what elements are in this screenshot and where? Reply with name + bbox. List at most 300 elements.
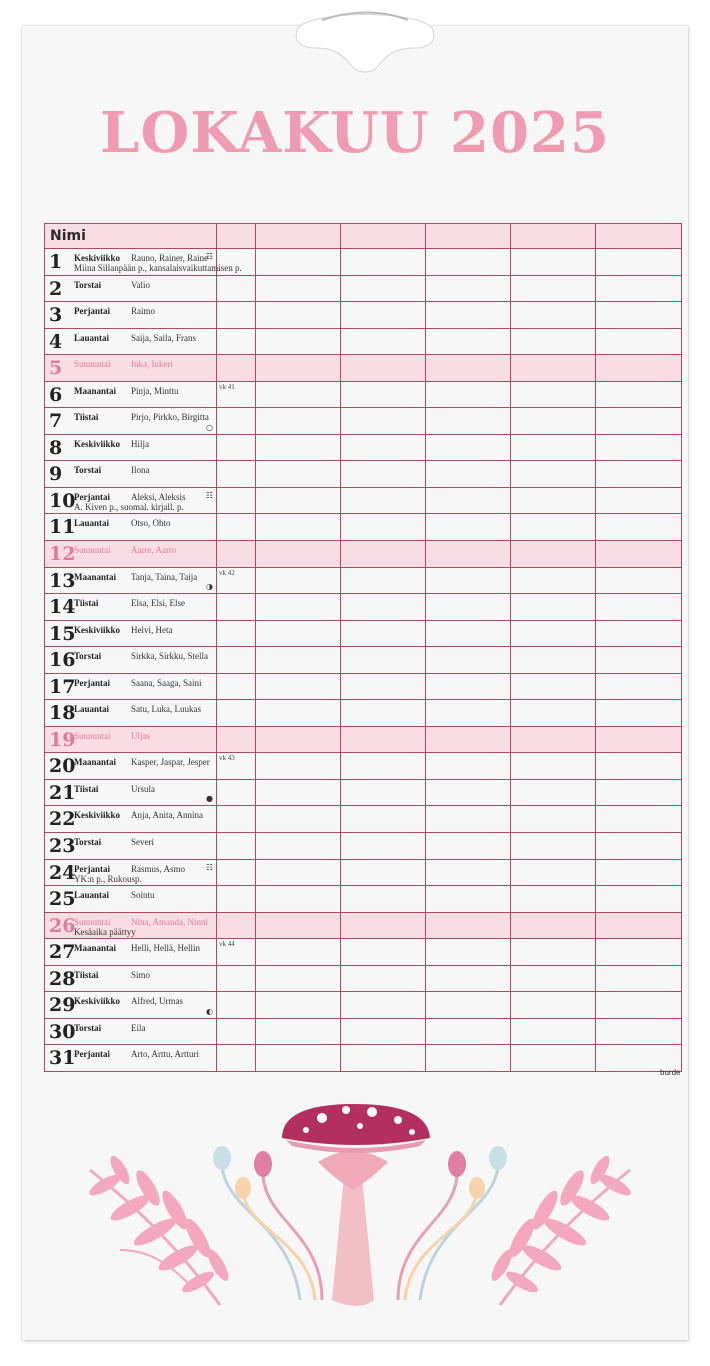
entry-cell[interactable]: [256, 249, 341, 276]
weekday-name: Maanantai: [74, 571, 117, 582]
day-row: [45, 673, 682, 700]
name-day-names: Arto, Arttu, Artturi: [131, 1049, 199, 1060]
entry-cell[interactable]: [341, 939, 426, 966]
entry-cell[interactable]: [341, 381, 426, 408]
flag-icon: ☷: [205, 862, 213, 872]
day-row: [45, 886, 682, 913]
entry-cell[interactable]: [596, 833, 682, 860]
entry-cell[interactable]: [256, 461, 341, 488]
day-number: 15: [49, 622, 76, 645]
entry-cell[interactable]: [341, 408, 426, 435]
week-number: vk 42: [219, 568, 235, 577]
entry-cell[interactable]: [511, 541, 596, 568]
entry-cell[interactable]: [426, 939, 511, 966]
entry-cell[interactable]: [511, 1018, 596, 1045]
entry-cell[interactable]: [596, 275, 682, 302]
day-number: 12: [49, 543, 76, 566]
entry-cell[interactable]: [596, 806, 682, 833]
entry-cell[interactable]: [426, 700, 511, 727]
entry-cell[interactable]: [341, 859, 426, 886]
entry-cell[interactable]: [596, 408, 682, 435]
entry-cell[interactable]: [256, 355, 341, 382]
entry-cell[interactable]: [596, 700, 682, 727]
entry-cell[interactable]: [511, 939, 596, 966]
name-day-names: Pirjo, Pirkko, Birgitta: [131, 412, 209, 423]
entry-cell[interactable]: [511, 487, 596, 514]
entry-cell[interactable]: [511, 833, 596, 860]
week-cell: [217, 753, 256, 780]
entry-cell[interactable]: [341, 912, 426, 939]
week-cell: [217, 249, 256, 276]
entry-cell[interactable]: [256, 1018, 341, 1045]
day-row: [45, 594, 682, 621]
name-day-names: Eila: [131, 1022, 146, 1033]
day-info-cell: [45, 965, 217, 992]
entry-cell[interactable]: [426, 594, 511, 621]
entry-cell[interactable]: [596, 487, 682, 514]
day-number: 30: [49, 1020, 76, 1043]
day-row: [45, 833, 682, 860]
entry-cell[interactable]: [256, 620, 341, 647]
day-row: [45, 302, 682, 329]
day-number: 4: [49, 330, 63, 353]
entry-cell[interactable]: [426, 647, 511, 674]
day-info-cell: [45, 302, 217, 329]
day-number: 20: [49, 755, 76, 778]
flag-icon: ☷: [205, 490, 213, 500]
entry-cell[interactable]: [426, 434, 511, 461]
entry-cell[interactable]: [256, 567, 341, 594]
entry-cell[interactable]: [511, 779, 596, 806]
entry-cell[interactable]: [341, 700, 426, 727]
hanger-cutout: [292, 8, 438, 74]
entry-cell[interactable]: [596, 965, 682, 992]
entry-cell[interactable]: [511, 647, 596, 674]
day-info-cell: [45, 833, 217, 860]
entry-cell[interactable]: [511, 567, 596, 594]
entry-cell[interactable]: [341, 541, 426, 568]
week-number: vk 43: [219, 754, 235, 763]
entry-cell[interactable]: [426, 1018, 511, 1045]
entry-cell[interactable]: [256, 302, 341, 329]
day-info-cell: [45, 886, 217, 913]
entry-cell[interactable]: [511, 806, 596, 833]
entry-cell[interactable]: [596, 302, 682, 329]
entry-cell[interactable]: [511, 355, 596, 382]
name-column-label: Nimi: [50, 228, 86, 244]
name-day-names: Simo: [131, 969, 151, 980]
day-note: Miina Sillanpään p., kansalaisvaikuttamisen p.: [74, 263, 242, 273]
name-day-names: Anja, Anita, Annina: [131, 810, 203, 821]
entry-cell[interactable]: [341, 355, 426, 382]
fern-right-icon: [488, 1153, 634, 1305]
day-info-cell: [45, 806, 217, 833]
entry-cell[interactable]: [341, 487, 426, 514]
entry-cell[interactable]: [596, 726, 682, 753]
entry-cell[interactable]: [426, 886, 511, 913]
entry-cell[interactable]: [341, 1045, 426, 1072]
entry-cell[interactable]: [596, 355, 682, 382]
week-cell: [217, 1045, 256, 1072]
day-row: [45, 1045, 682, 1072]
entry-cell[interactable]: [426, 753, 511, 780]
day-info-cell: [45, 1018, 217, 1045]
entry-cell[interactable]: [511, 594, 596, 621]
entry-cell[interactable]: [256, 859, 341, 886]
entry-cell[interactable]: [341, 833, 426, 860]
day-info-cell: [45, 487, 217, 514]
entry-cell[interactable]: [341, 886, 426, 913]
entry-cell[interactable]: [511, 965, 596, 992]
toadstool-icon: [282, 1104, 430, 1306]
day-number: 28: [49, 967, 76, 990]
day-note: Kesäaika päättyy: [74, 926, 136, 937]
entry-cell[interactable]: [511, 726, 596, 753]
entry-cell[interactable]: [256, 514, 341, 541]
week-cell: [217, 965, 256, 992]
entry-cell[interactable]: [426, 514, 511, 541]
entry-cell[interactable]: [426, 673, 511, 700]
week-cell: [217, 408, 256, 435]
entry-cell[interactable]: [341, 647, 426, 674]
entry-cell[interactable]: [426, 328, 511, 355]
day-row: [45, 859, 682, 886]
day-row: [45, 275, 682, 302]
week-cell: [217, 275, 256, 302]
entry-cell[interactable]: [256, 434, 341, 461]
day-row: [45, 249, 682, 276]
day-row: [45, 939, 682, 966]
entry-cell[interactable]: [256, 381, 341, 408]
day-row: [45, 753, 682, 780]
entry-cell[interactable]: [426, 302, 511, 329]
day-info-cell: [45, 249, 242, 276]
entry-cell[interactable]: [511, 1045, 596, 1072]
entry-cell[interactable]: [511, 381, 596, 408]
week-cell: [217, 1018, 256, 1045]
week-cell: [217, 620, 256, 647]
entry-cell[interactable]: [596, 647, 682, 674]
day-number: 22: [49, 808, 76, 831]
week-cell: [217, 700, 256, 727]
entry-cell[interactable]: [426, 726, 511, 753]
entry-cell[interactable]: [341, 461, 426, 488]
name-day-names: Ursula: [131, 783, 155, 794]
entry-cell[interactable]: [256, 647, 341, 674]
weekday-name: Perjantai: [74, 306, 110, 317]
entry-cell[interactable]: [511, 302, 596, 329]
day-number: 9: [49, 463, 63, 486]
entry-cell[interactable]: [426, 859, 511, 886]
entry-cell[interactable]: [596, 939, 682, 966]
entry-cell[interactable]: [256, 408, 341, 435]
name-day-names: Aarre, Aarto: [131, 545, 176, 556]
entry-cell[interactable]: [511, 620, 596, 647]
day-number: 29: [49, 994, 76, 1017]
entry-cell[interactable]: [426, 249, 511, 276]
header-cell: [426, 224, 511, 249]
entry-cell[interactable]: [596, 567, 682, 594]
week-cell: [217, 726, 256, 753]
week-number: vk 44: [219, 940, 235, 949]
name-day-names: Kasper, Jaspar, Jesper: [131, 757, 210, 768]
entry-cell[interactable]: [256, 726, 341, 753]
weekday-name: Keskiviikko: [74, 438, 121, 449]
week-cell: [217, 647, 256, 674]
entry-cell[interactable]: [256, 275, 341, 302]
week-cell: [217, 912, 256, 939]
entry-cell[interactable]: [256, 912, 341, 939]
weekday-name: Lauantai: [74, 332, 110, 343]
entry-cell[interactable]: [256, 673, 341, 700]
day-row: [45, 620, 682, 647]
entry-cell[interactable]: [426, 408, 511, 435]
header-cell: [596, 224, 682, 249]
entry-cell[interactable]: [426, 1045, 511, 1072]
entry-cell[interactable]: [426, 779, 511, 806]
entry-cell[interactable]: [426, 275, 511, 302]
weekday-name: Tiistai: [74, 598, 99, 609]
entry-cell[interactable]: [596, 249, 682, 276]
entry-cell[interactable]: [426, 620, 511, 647]
entry-cell[interactable]: [426, 461, 511, 488]
entry-cell[interactable]: [596, 461, 682, 488]
entry-cell[interactable]: [511, 461, 596, 488]
entry-cell[interactable]: [596, 434, 682, 461]
name-day-names: Nina, Amanda, Ninni: [131, 916, 208, 927]
entry-cell[interactable]: [341, 328, 426, 355]
entry-cell[interactable]: [511, 408, 596, 435]
day-row: [45, 726, 682, 753]
day-row: [45, 541, 682, 568]
new-moon-icon: ●: [206, 794, 213, 804]
weekday-name: Keskiviikko: [74, 810, 121, 821]
first-quarter-moon-icon: ◐: [206, 1006, 213, 1016]
weekday-name: Torstai: [74, 1022, 102, 1033]
weekday-name: Maanantai: [74, 757, 117, 768]
entry-cell[interactable]: [511, 514, 596, 541]
name-day-names: Saana, Saaga, Saini: [131, 677, 202, 688]
entry-cell[interactable]: [426, 992, 511, 1019]
entry-cell[interactable]: [341, 249, 426, 276]
entry-cell[interactable]: [256, 1045, 341, 1072]
name-day-names: Otso, Ohto: [131, 518, 171, 529]
day-info-cell: [45, 939, 217, 966]
weekday-name: Lauantai: [74, 704, 110, 715]
week-cell: [217, 939, 256, 966]
entry-cell[interactable]: [341, 726, 426, 753]
entry-cell[interactable]: [596, 886, 682, 913]
entry-cell[interactable]: [341, 275, 426, 302]
name-column-header: [45, 224, 217, 249]
entry-cell[interactable]: [341, 806, 426, 833]
entry-cell[interactable]: [256, 939, 341, 966]
entry-cell[interactable]: [596, 859, 682, 886]
name-day-names: Sirkka, Sirkku, Stella: [131, 651, 208, 662]
day-row: [45, 912, 682, 939]
entry-cell[interactable]: [596, 514, 682, 541]
entry-cell[interactable]: [341, 514, 426, 541]
entry-cell[interactable]: [596, 620, 682, 647]
entry-cell[interactable]: [511, 249, 596, 276]
entry-cell[interactable]: [256, 965, 341, 992]
day-note: A. Kiven p., suomal. kirjall. p.: [74, 501, 184, 512]
fern-left-icon: [86, 1153, 232, 1305]
entry-cell[interactable]: [596, 912, 682, 939]
entry-cell[interactable]: [256, 594, 341, 621]
entry-cell[interactable]: [511, 886, 596, 913]
day-info-cell: [45, 567, 217, 594]
day-row: [45, 461, 682, 488]
day-number: 18: [49, 702, 76, 725]
entry-cell[interactable]: [511, 753, 596, 780]
entry-cell[interactable]: [596, 779, 682, 806]
entry-cell[interactable]: [511, 992, 596, 1019]
entry-cell[interactable]: [426, 833, 511, 860]
entry-cell[interactable]: [596, 753, 682, 780]
day-number: 25: [49, 888, 76, 911]
entry-cell[interactable]: [341, 434, 426, 461]
entry-cell[interactable]: [256, 541, 341, 568]
name-day-names: Hilja: [131, 438, 149, 449]
day-info-cell: [45, 461, 217, 488]
week-cell: [217, 886, 256, 913]
name-day-names: Satu, Luka, Luukas: [131, 704, 201, 715]
week-cell: [217, 355, 256, 382]
entry-cell[interactable]: [596, 328, 682, 355]
name-day-names: Saija, Saila, Frans: [131, 332, 196, 343]
entry-cell[interactable]: [341, 620, 426, 647]
day-info-cell: [45, 328, 217, 355]
week-cell: [217, 859, 256, 886]
day-info-cell: [45, 992, 217, 1019]
entry-cell[interactable]: [511, 275, 596, 302]
day-info-cell: [45, 779, 217, 806]
entry-cell[interactable]: [256, 779, 341, 806]
entry-cell[interactable]: [511, 700, 596, 727]
entry-cell[interactable]: [511, 328, 596, 355]
brand-label: burde: [660, 1068, 681, 1077]
entry-cell[interactable]: [511, 434, 596, 461]
entry-cell[interactable]: [341, 567, 426, 594]
entry-cell[interactable]: [511, 859, 596, 886]
day-info-cell: [45, 700, 217, 727]
day-number: 13: [49, 569, 76, 592]
weekday-name: Perjantai: [74, 1049, 110, 1060]
header-cell: [511, 224, 596, 249]
weekday-name: Keskiviikko: [74, 996, 121, 1007]
day-info-cell: [45, 620, 217, 647]
weekday-name: Sunnuntai: [74, 916, 111, 927]
name-day-names: Pinja, Minttu: [131, 385, 179, 396]
entry-cell[interactable]: [426, 487, 511, 514]
weekday-name: Sunnuntai: [74, 359, 111, 370]
weekday-name: Torstai: [74, 465, 102, 476]
entry-cell[interactable]: [256, 886, 341, 913]
entry-cell[interactable]: [596, 673, 682, 700]
entry-cell[interactable]: [256, 806, 341, 833]
mushroom-fern-illustration: [60, 1100, 660, 1320]
week-cell: [217, 567, 256, 594]
entry-cell[interactable]: [426, 381, 511, 408]
day-info-cell: [45, 1045, 217, 1072]
day-note: YK:n p., Rukousp.: [74, 873, 142, 884]
entry-cell[interactable]: [341, 992, 426, 1019]
week-cell: [217, 594, 256, 621]
entry-cell[interactable]: [426, 912, 511, 939]
entry-cell[interactable]: [341, 753, 426, 780]
entry-cell[interactable]: [596, 594, 682, 621]
entry-cell[interactable]: [256, 753, 341, 780]
entry-cell[interactable]: [341, 673, 426, 700]
entry-cell[interactable]: [426, 965, 511, 992]
entry-cell[interactable]: [341, 594, 426, 621]
weekday-name: Lauantai: [74, 890, 110, 901]
day-info-cell: [45, 275, 217, 302]
page-title: LOKAKUU 2025: [100, 100, 610, 166]
weekday-name: Torstai: [74, 279, 102, 290]
entry-cell[interactable]: [426, 355, 511, 382]
entry-cell[interactable]: [256, 992, 341, 1019]
day-row: [45, 328, 682, 355]
entry-cell[interactable]: [341, 1018, 426, 1045]
entry-cell[interactable]: [511, 912, 596, 939]
header-cell: [256, 224, 341, 249]
day-number: 5: [49, 357, 63, 380]
entry-cell[interactable]: [426, 541, 511, 568]
day-info-cell: [45, 408, 217, 435]
weekday-name: Perjantai: [74, 491, 110, 502]
day-row: [45, 992, 682, 1019]
day-info-cell: [45, 514, 217, 541]
name-day-names: Alfred, Urmas: [131, 996, 183, 1007]
week-cell: [217, 461, 256, 488]
entry-cell[interactable]: [596, 541, 682, 568]
name-day-names: Sointu: [131, 890, 155, 901]
day-info-cell: [45, 541, 217, 568]
entry-cell[interactable]: [596, 1018, 682, 1045]
entry-cell[interactable]: [256, 700, 341, 727]
entry-cell[interactable]: [341, 302, 426, 329]
entry-cell[interactable]: [426, 806, 511, 833]
day-number: 31: [49, 1047, 76, 1070]
header-cell: [341, 224, 426, 249]
name-day-names: Helvi, Heta: [131, 624, 173, 635]
day-info-cell: [45, 594, 217, 621]
entry-cell[interactable]: [596, 381, 682, 408]
day-row: [45, 487, 682, 514]
name-day-names: Uljas: [131, 730, 150, 741]
entry-cell[interactable]: [256, 328, 341, 355]
entry-cell[interactable]: [426, 567, 511, 594]
name-day-names: Ilona: [131, 465, 150, 476]
day-info-cell: [45, 753, 217, 780]
entry-cell[interactable]: [596, 992, 682, 1019]
day-row: [45, 514, 682, 541]
day-number: 16: [49, 649, 76, 672]
day-number: 1: [49, 251, 63, 273]
weekday-name: Keskiviikko: [74, 624, 121, 635]
day-info-cell: [45, 355, 217, 382]
entry-cell[interactable]: [341, 779, 426, 806]
entry-cell[interactable]: [256, 833, 341, 860]
entry-cell[interactable]: [511, 673, 596, 700]
entry-cell[interactable]: [256, 487, 341, 514]
entry-cell[interactable]: [341, 965, 426, 992]
weekday-name: Sunnuntai: [74, 545, 111, 556]
weekday-name: Torstai: [74, 837, 102, 848]
week-cell: [217, 806, 256, 833]
